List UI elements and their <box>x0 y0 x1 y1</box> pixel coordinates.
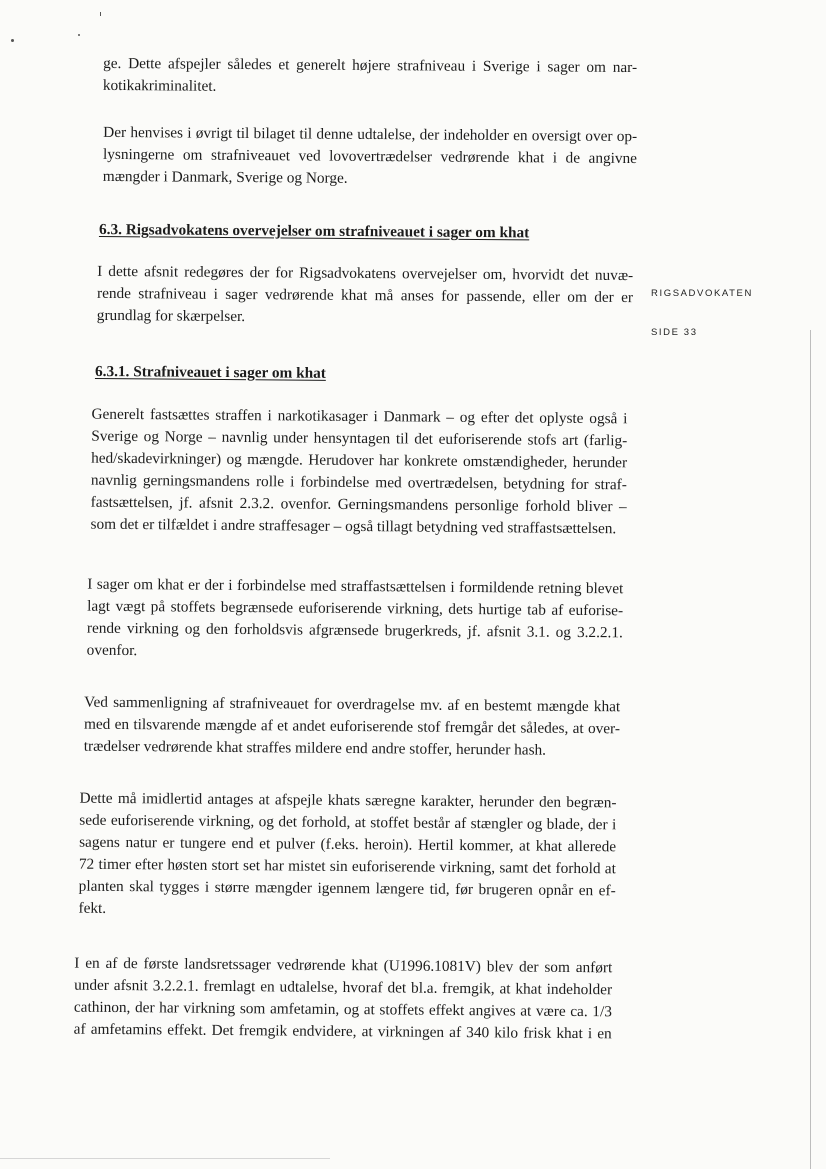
text-line: rende strafniveau i sager vedrørende khat må anses for passende, eller om der er <box>96 284 634 307</box>
text-line: ovenfor. <box>86 641 138 660</box>
scan-edge-line <box>810 330 811 1169</box>
text-line: fekt. <box>78 899 107 917</box>
text-line: grundlag for skærpelser. <box>96 306 246 326</box>
text-line: rende virkning og den forholdsvis afgrænsede brugerkreds, jf. afsnit 3.1. og 3.2.2.1. <box>86 619 623 642</box>
text-line: af amfetamins effekt. Det fremgik endvidere, at virkningen af 340 kilo frisk khat i en <box>73 1020 612 1043</box>
paragraph <box>103 53 637 101</box>
scan-speck <box>11 39 14 42</box>
text-line: Dette må imidlertid antages at afspejle khats særegne karakter, herunder den begræn- <box>79 789 617 812</box>
text-line: med en tilsvarende mængde af et andet euforiserende stof fremgår det således, at over- <box>83 715 621 738</box>
text-line: Der henvises i øvrigt til bilaget til denne udtalelse, der indeholder en oversigt over op- <box>103 123 638 146</box>
paragraph <box>103 122 638 192</box>
text-line: 72 timer efter høsten stort set har mistet sin euforiserende virkning, samt det forhold at <box>78 855 616 878</box>
text-line: sagens natur er tungere end et pulver (f.eks. heroin). Hertil kommer, at khat allerede <box>79 833 617 856</box>
scan-speck <box>78 34 80 36</box>
text-line: lysningerne om strafniveauet ved lovovertrædelser vedrørende khat i de angivne <box>102 145 638 168</box>
text-line: I dette afsnit redegøres der for Rigsadvokatens overvejelser om, hvorvidt det nuvæ- <box>97 262 634 285</box>
paragraph <box>78 788 616 925</box>
subsection-heading: 6.3.1. Strafniveauet i sager om khat <box>94 363 326 382</box>
margin-org-label: RIGSADVOKATEN <box>651 288 753 299</box>
section-heading: 6.3. Rigsadvokatens overvejelser om strafniveauet i sager om khat <box>98 221 530 242</box>
text-line: som det er tilfældet i andre straffesager – også tillagt betydning ved straffastsættelsen. <box>90 515 617 538</box>
text-line: planten skal tygges i større mængder igennem længere tid, før brugeren opnår en ef- <box>78 877 616 900</box>
text-line: Ved sammenligning af strafniveauet for overdragelse mv. af en bestemt mængde khat <box>84 693 621 716</box>
text-line: under afsnit 3.2.2.1. fremlagt en udtalelse, hvoraf det bl.a. fremgik, at khat indeholder <box>74 976 613 999</box>
text-line: fastsættelsen, jf. afsnit 2.3.2. ovenfor. Gerningsmandens personlige forhold bliver – <box>90 493 627 516</box>
paragraph <box>87 574 624 667</box>
text-line: cathinon, der har virkning som amfetamin, og at stoffets effekt angives at være ca. 1/3 <box>73 998 612 1021</box>
text-line: Sverige og Norge – navnlig under hensyntagen til det euforiserende stofs art (farlig- <box>91 427 628 450</box>
text-line: I en af de første landsretssager vedrørende khat (U1996.1081V) blev der som anført <box>74 954 613 977</box>
scan-speck <box>100 12 101 16</box>
paragraph <box>74 953 613 1046</box>
text-line: Generelt fastsættes straffen i narkotikasager i Danmark – og efter det oplyste også i <box>91 405 628 428</box>
text-line: kotikakriminalitet. <box>102 76 217 95</box>
text-line: lagt vægt på stoffets begrænsede euforiserende virkning, dets hurtige tab af euforise- <box>87 597 624 620</box>
paragraph <box>84 692 621 763</box>
text-line: I sager om khat er der i forbindelse med straffastsættelsen i formildende retning blevet <box>87 575 624 598</box>
text-line: sede euforiserende virkning, og det forhold, at stoffet består af stængler og blade, der i <box>79 811 617 834</box>
text-line: ge. Dette afspejler således et generelt højere strafniveau i Sverige i sager om nar- <box>103 54 638 77</box>
text-line: mængder i Danmark, Sverige og Norge. <box>102 167 348 187</box>
scan-edge-line <box>0 1158 330 1159</box>
text-line: trædelser vedrørende khat straffes mildere end andre stoffer, herunder hash. <box>83 737 547 759</box>
paragraph <box>97 261 634 331</box>
margin-page-number: SIDE 33 <box>651 327 698 338</box>
text-line: navnlig gerningsmandens rolle i forbindelse med overtrædelsen, betydning for straf- <box>90 471 627 494</box>
text-line: hed/skadevirkninger) og mængde. Herudover har konkrete omstændigheder, herunder <box>91 449 628 472</box>
paragraph <box>90 404 627 541</box>
